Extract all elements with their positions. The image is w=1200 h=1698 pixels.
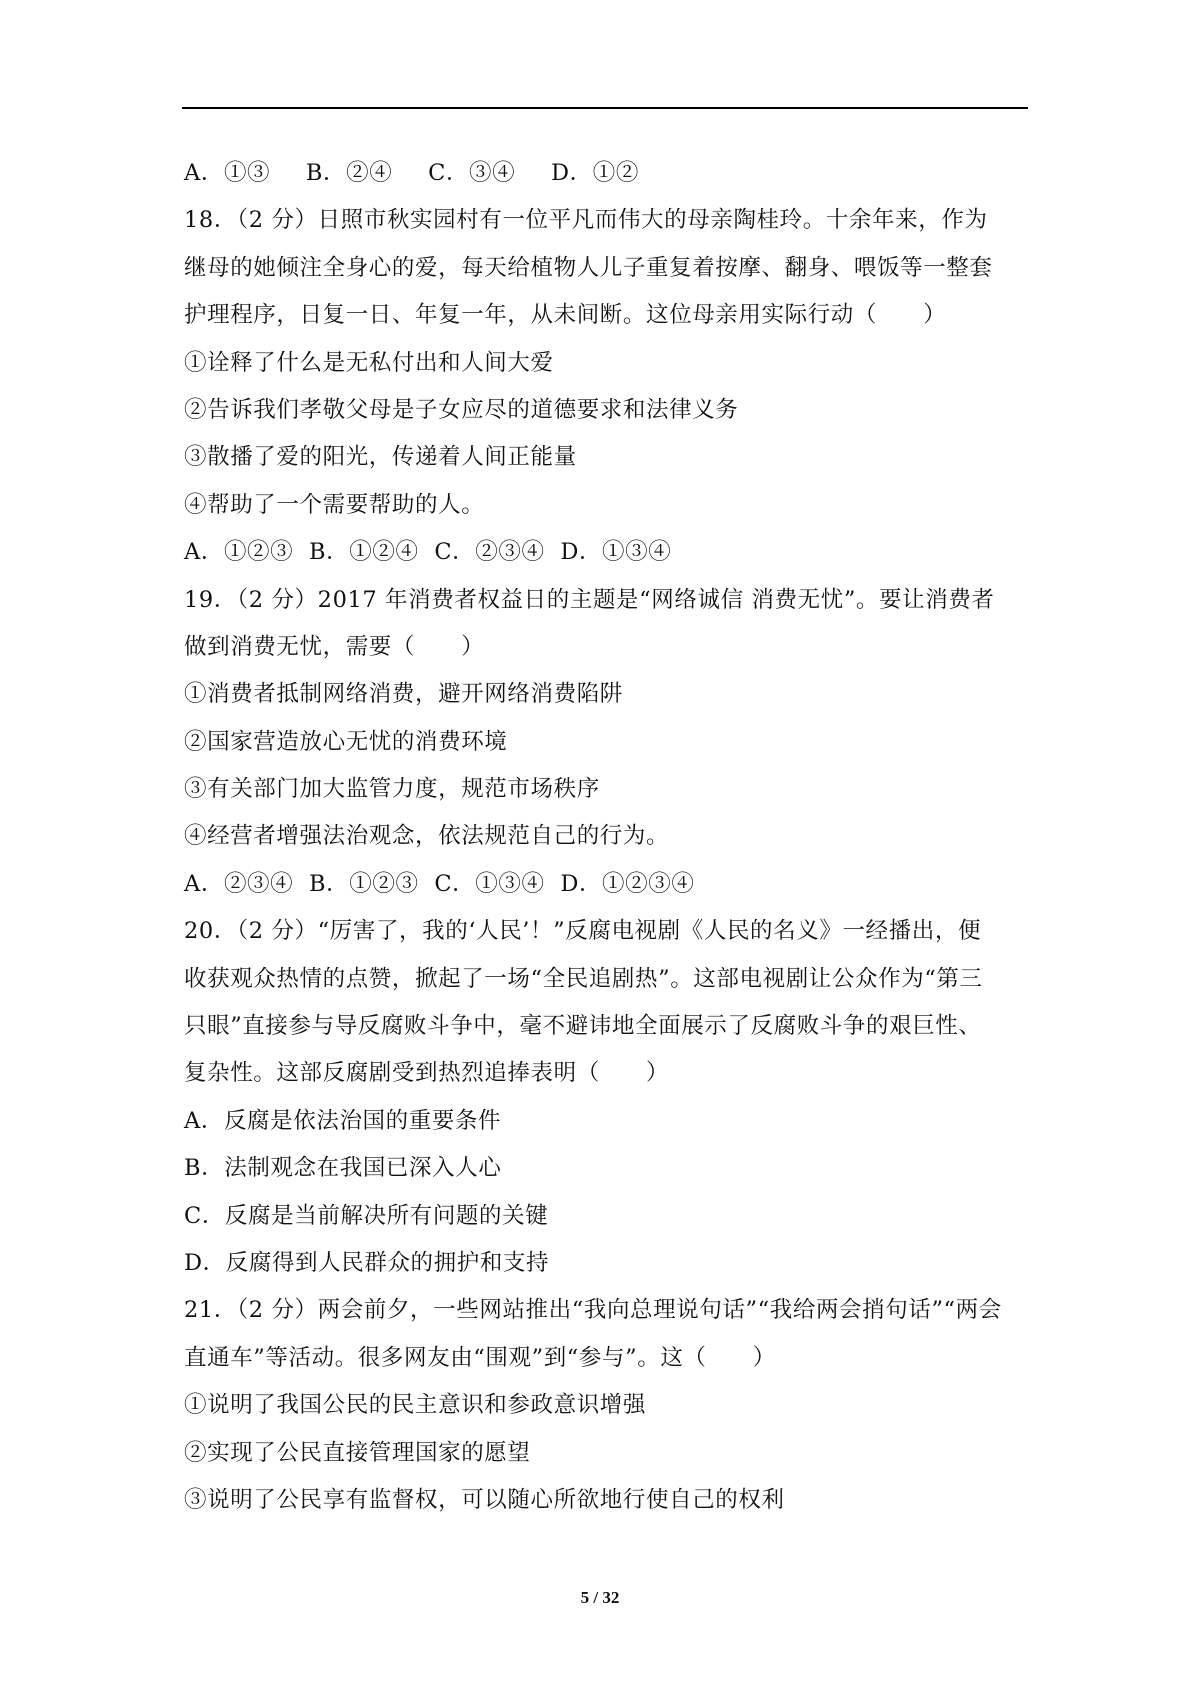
q20-option-a: A．反腐是依法治国的重要条件 [184, 1107, 502, 1134]
q20-option-d: D．反腐得到人民群众的拥护和支持 [184, 1249, 550, 1276]
q17-options [184, 150, 1028, 197]
q18-stem-line-1: 18．（2 分）日照市秋实园村有一位平凡而伟大的母亲陶桂玲。十余年来，作为 [184, 207, 988, 234]
q17-option-a: A．①③ [184, 160, 271, 186]
q18-option-a: A．①②③ [184, 539, 294, 566]
q17-option-b: B．②④ [305, 160, 393, 186]
q19-option-c: C．①③④ [434, 870, 545, 897]
q21-stem-line-2: 直通车”等活动。很多网友由“围观”到“参与”。这（ ） [184, 1344, 776, 1371]
q18-item-1: ①诠释了什么是无私付出和人间大爱 [184, 349, 554, 376]
q20-stem-line-4: 复杂性。这部反腐剧受到热烈追捧表明（ ） [184, 1060, 670, 1087]
q17-option-d: D．①② [551, 160, 639, 186]
page-number: 5 / 32 [580, 1588, 620, 1607]
q18-item-3: ③散播了爱的阳光，传递着人间正能量 [184, 444, 577, 471]
q19-stem-line-2: 做到消费无忧，需要（ ） [184, 633, 485, 660]
q20-stem-line-1: 20．（2 分）“厉害了，我的‘人民’！”反腐电视剧《人民的名义》一经播出，便 [184, 918, 982, 945]
q20-stem-line-3: 只眼”直接参与导反腐败斗争中，毫不避讳地全面展示了反腐败斗争的艰巨性、 [184, 1013, 982, 1040]
q18-item-4: ④帮助了一个需要帮助的人。 [184, 491, 485, 518]
q18-item-2: ②告诉我们孝敬父母是子女应尽的道德要求和法律义务 [184, 396, 739, 423]
q18-option-c: C．②③④ [434, 539, 545, 566]
q20-option-c: C．反腐是当前解决所有问题的关键 [184, 1202, 549, 1229]
q20-option-b: B．法制观念在我国已深入人心 [184, 1155, 502, 1182]
q19-stem-line-1: 19．（2 分）2017 年消费者权益日的主题是“网络诚信 消费无忧”。要让消费者 [184, 586, 995, 613]
q19-options [184, 861, 1028, 908]
q21-item-3: ③说明了公民享有监督权，可以随心所欲地行使自己的权利 [184, 1486, 785, 1513]
q19-item-3: ③有关部门加大监管力度，规范市场秩序 [184, 776, 600, 803]
q18-option-b: B．①②④ [309, 539, 419, 566]
q19-option-b: B．①②③ [309, 870, 419, 897]
q19-option-d: D．①②③④ [560, 870, 695, 897]
q19-item-4: ④经营者增强法治观念，依法规范自己的行为。 [184, 823, 670, 850]
q19-option-a: A．②③④ [184, 870, 294, 897]
q19-item-2: ②国家营造放心无忧的消费环境 [184, 728, 508, 755]
q21-item-2: ②实现了公民直接管理国家的愿望 [184, 1439, 531, 1466]
q18-options [184, 529, 1028, 576]
exam-page-content [184, 150, 1028, 1524]
q17-option-c: C．③④ [428, 160, 516, 186]
q21-stem-line-1: 21．（2 分）两会前夕，一些网站推出“我向总理说句话”“我给两会捎句话”“两会 [184, 1297, 1002, 1324]
q18-stem-line-2: 继母的她倾注全身心的爱，每天给植物人儿子重复着按摩、翻身、喂饭等一整套 [184, 254, 993, 281]
q19-item-1: ①消费者抵制网络消费，避开网络消费陷阱 [184, 681, 623, 708]
q18-option-d: D．①③④ [560, 539, 672, 566]
header-rule [182, 107, 1028, 109]
q18-stem-line-3: 护理程序，日复一日、年复一年，从未间断。这位母亲用实际行动（ ） [184, 302, 947, 329]
q20-stem-line-2: 收获观众热情的点赞，掀起了一场“全民追剧热”。这部电视剧让公众作为“第三 [184, 965, 983, 992]
q21-item-1: ①说明了我国公民的民主意识和参政意识增强 [184, 1392, 647, 1419]
